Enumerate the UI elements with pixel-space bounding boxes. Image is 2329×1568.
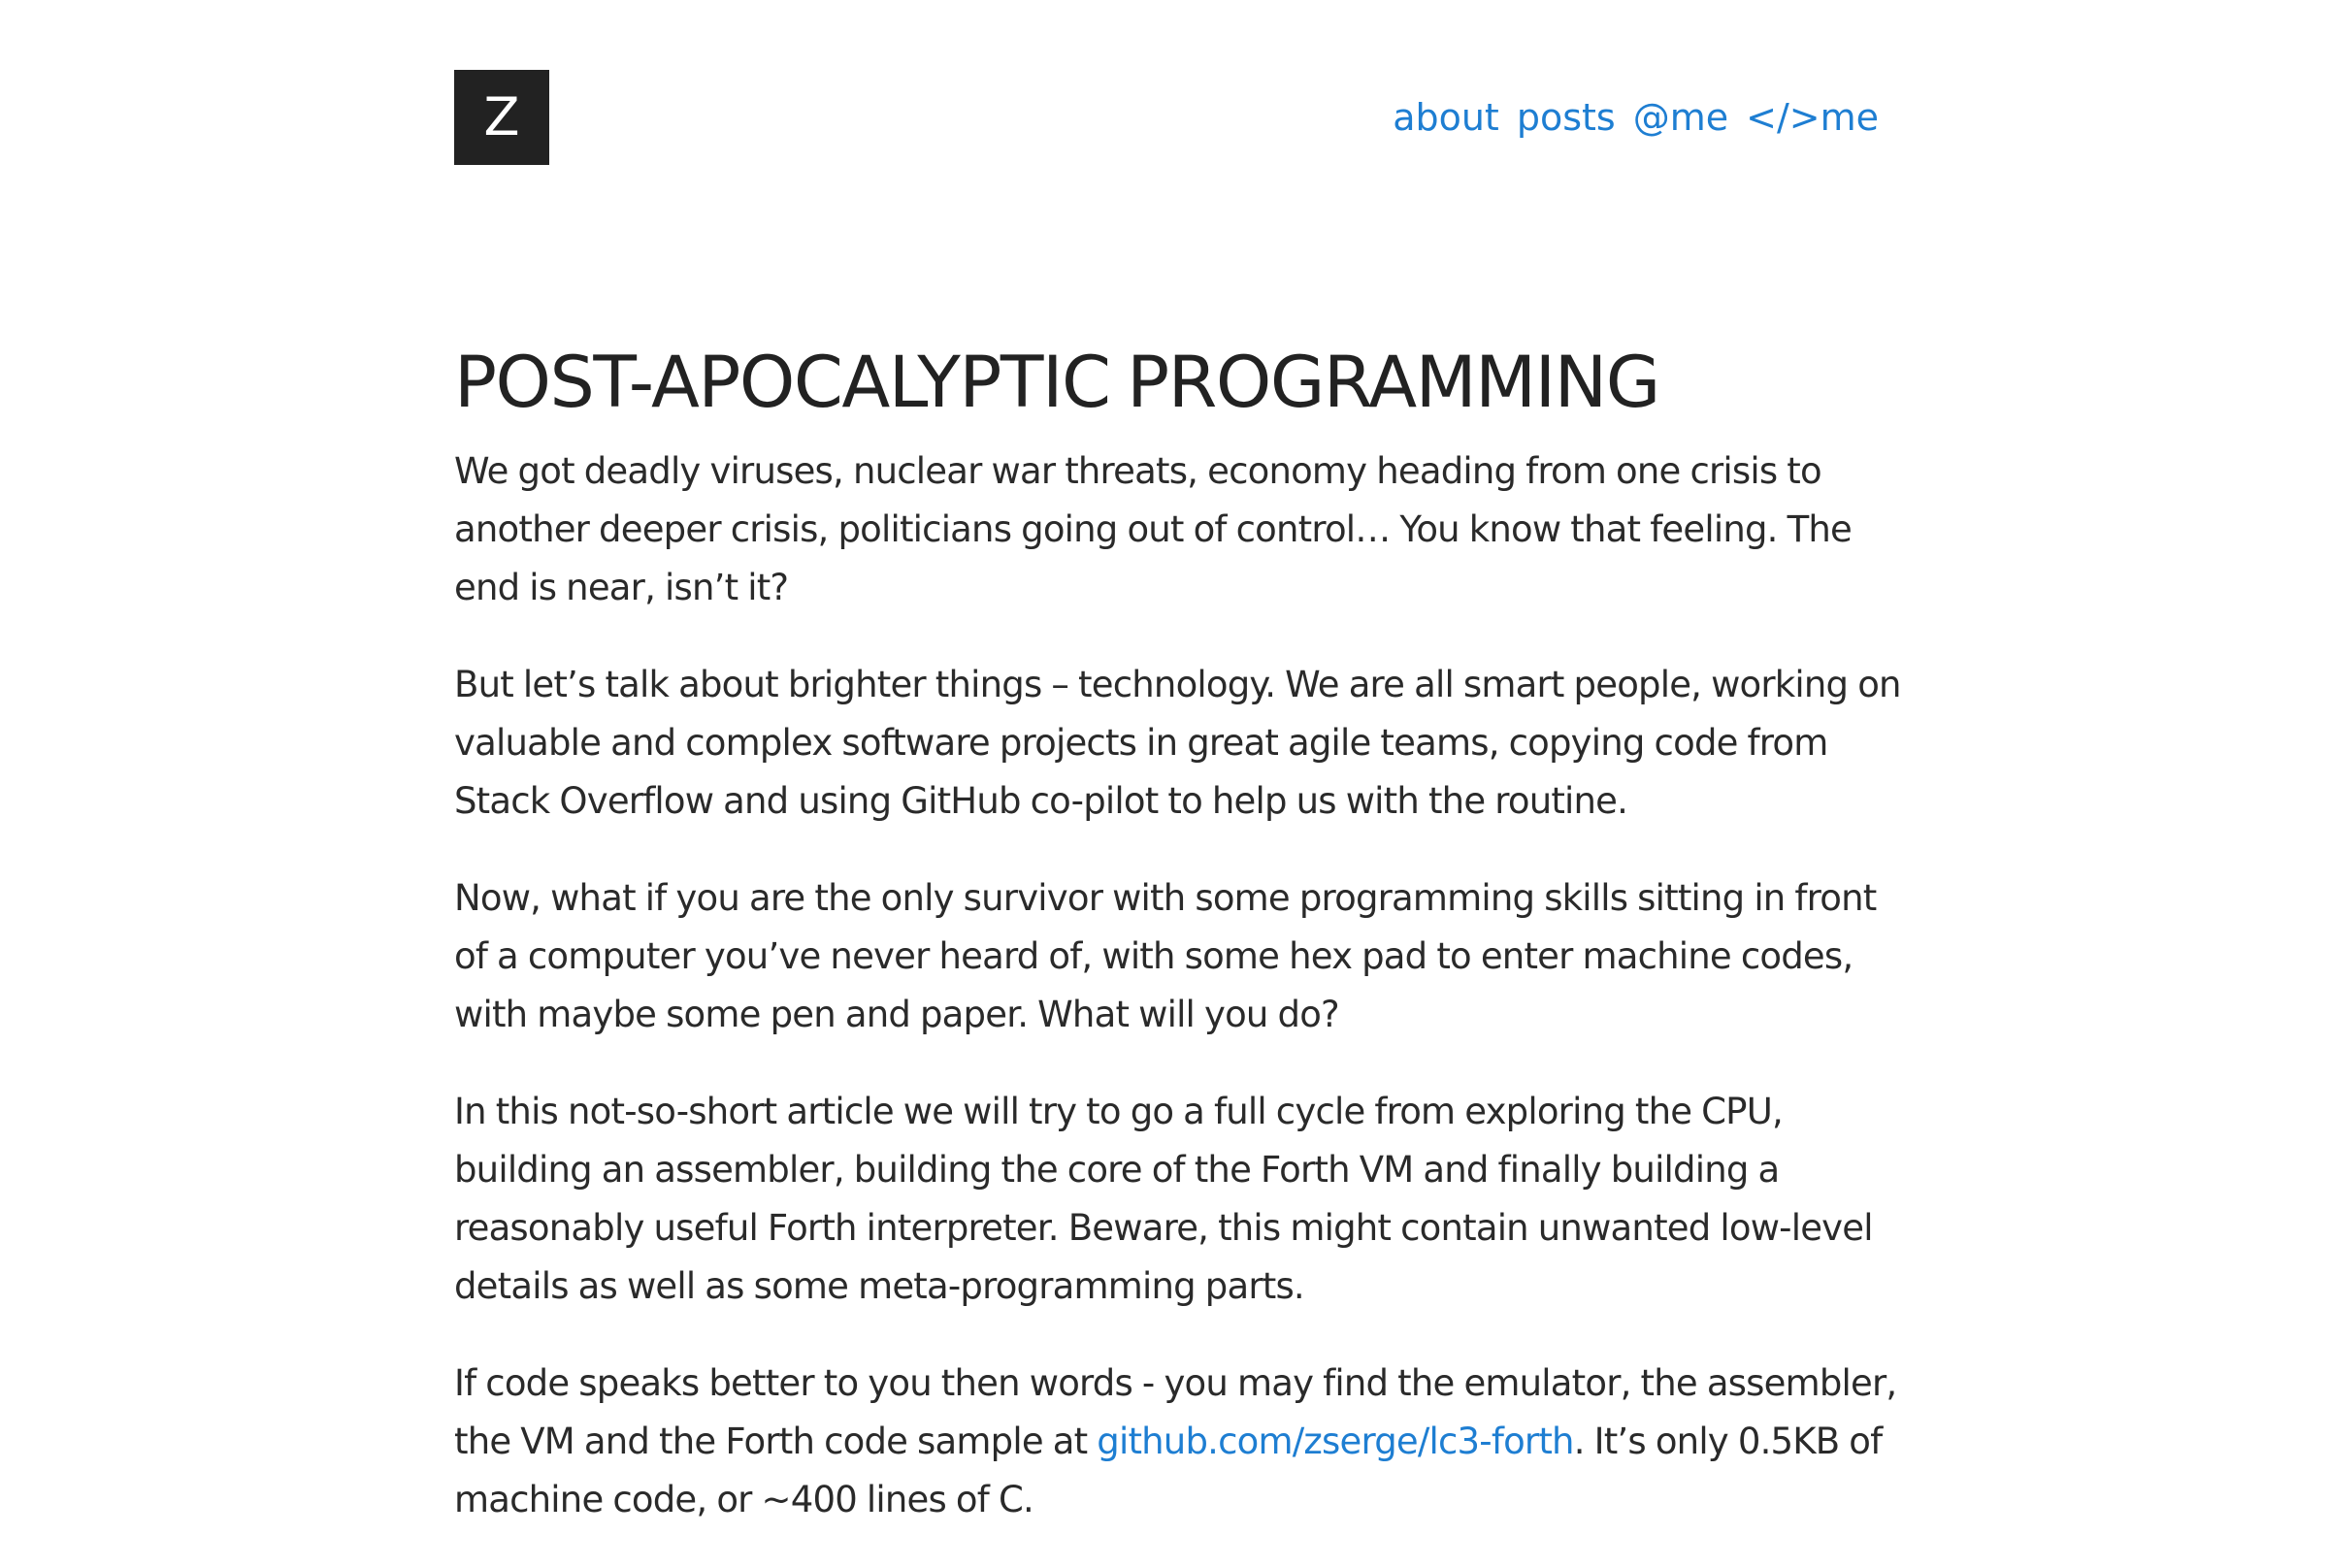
article-paragraph: We got deadly viruses, nuclear war threats, economy heading from one crisis to another deeper crisis, politicians going out of control… You know that feeling. The end is near, isn’t it? xyxy=(454,450,1852,608)
site-logo[interactable]: Z xyxy=(454,70,549,165)
article-title: POST-APOCALYPTIC PROGRAMMING xyxy=(454,342,1659,424)
page xyxy=(454,70,1910,1568)
article-body xyxy=(454,442,1910,1529)
article-paragraph: Now, what if you are the only survivor with some programming skills sitting in front of a computer you’ve never heard of, with some hex pad to enter machine codes, with maybe some pen and paper. What will you do? xyxy=(454,877,1877,1035)
site-header xyxy=(454,70,1910,165)
article-paragraph: In this not-so-short article we will try to go a full cycle from exploring the CPU, building an assembler, building the core of the Forth VM and finally building a reasonably useful Forth interpreter. Beware, this might contain unwanted low-level details as well as some meta-programming parts. xyxy=(454,1091,1873,1307)
nav-link-posts[interactable]: posts xyxy=(1516,96,1616,139)
article-paragraph-with-link xyxy=(454,1355,1910,1529)
main-nav xyxy=(1393,91,1879,144)
nav-link-twitter[interactable]: @me xyxy=(1632,96,1729,139)
article-paragraph: But let’s talk about brighter things – technology. We are all smart people, working on valuable and complex software projects in great agile teams, copying code from Stack Overflow and using GitHub co-pilot to help us with the routine. xyxy=(454,664,1901,822)
paragraph-text: If code speaks better to you then words - you may find the emulator, the assembler, the VM and the Forth code sample at xyxy=(454,1362,1897,1462)
paragraph-text: . It’s only 0.5KB of machine code, or ~400 lines of C. xyxy=(454,1421,1883,1520)
github-repo-link[interactable]: github.com/zserge/lc3-forth xyxy=(1097,1421,1574,1462)
nav-link-github[interactable]: </>me xyxy=(1746,96,1879,139)
nav-link-about[interactable]: about xyxy=(1393,96,1499,139)
